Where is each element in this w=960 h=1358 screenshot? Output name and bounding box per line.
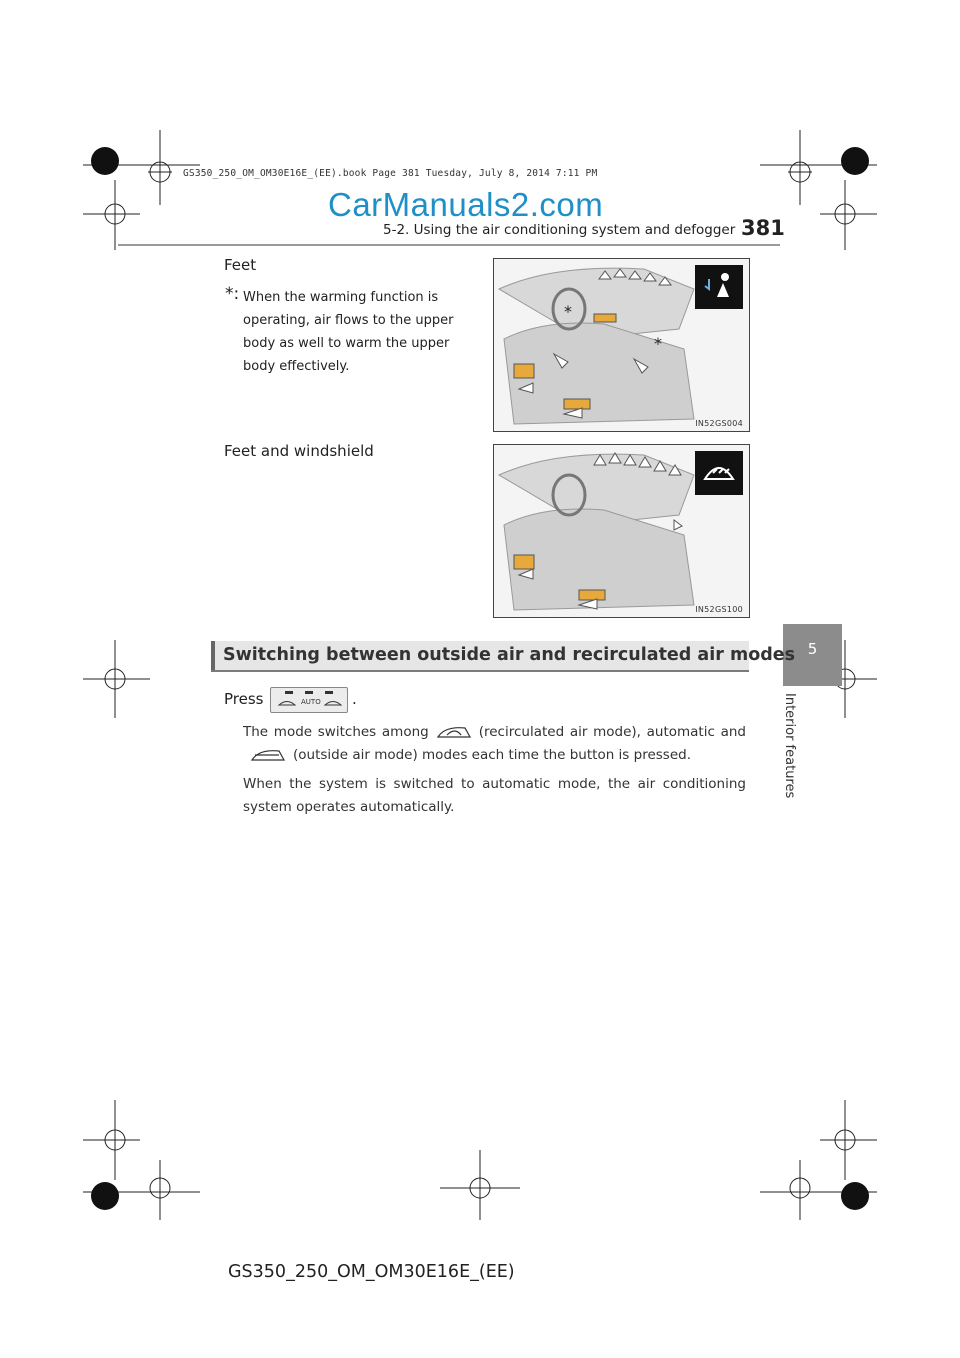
mode-label-feet: Feet xyxy=(224,256,257,274)
feet-windshield-mode-icon xyxy=(695,451,743,495)
chapter-label: Interior features xyxy=(782,693,797,799)
header-rule xyxy=(118,244,780,246)
mode-label-feet-windshield: Feet and windshield xyxy=(224,442,374,460)
print-line: GS350_250_OM_OM30E16E_(EE).book Page 381 Tuesday, July 8, 2014 7:11 PM xyxy=(183,168,598,179)
paragraph-mode-switch: The mode switches among (recirculated air mode), automatic and(outside air mode) modes each time the button is pressed. xyxy=(243,724,746,763)
press-suffix: . xyxy=(352,690,357,708)
running-header: 5-2. Using the air conditioning system and defogger xyxy=(383,222,736,238)
air-intake-button-image xyxy=(270,687,348,713)
paragraph-automatic-mode: When the system is switched to automatic mode, the air conditioning system operates automatically. xyxy=(243,776,746,815)
figure-feet xyxy=(493,258,750,432)
figure-code: IN52GS004 xyxy=(695,419,743,428)
recirculated-air-icon xyxy=(435,724,473,740)
figure-code: IN52GS100 xyxy=(695,605,743,614)
svg-text:*: * xyxy=(654,334,662,353)
footer-code: GS350_250_OM_OM30E16E_(EE) xyxy=(228,1262,515,1282)
watermark-text: CarManuals2.com xyxy=(328,186,604,223)
outside-air-icon xyxy=(249,747,287,763)
section-underline xyxy=(211,670,749,672)
note-text: When the warming function is operating, air flows to the upper body as well to warm the upper body effectively. xyxy=(243,290,454,374)
button-auto-text: AUTO xyxy=(301,698,321,706)
section-title: Switching between outside air and recirculated air modes xyxy=(223,645,796,665)
chapter-number: 5 xyxy=(807,640,818,658)
figure-feet-windshield xyxy=(493,444,750,618)
page-number: 381 xyxy=(741,216,785,240)
note-marker: *: xyxy=(225,284,240,304)
feet-mode-icon xyxy=(695,265,743,309)
press-label: Press xyxy=(224,690,264,708)
svg-text:*: * xyxy=(564,302,572,321)
section-accent xyxy=(211,641,215,670)
